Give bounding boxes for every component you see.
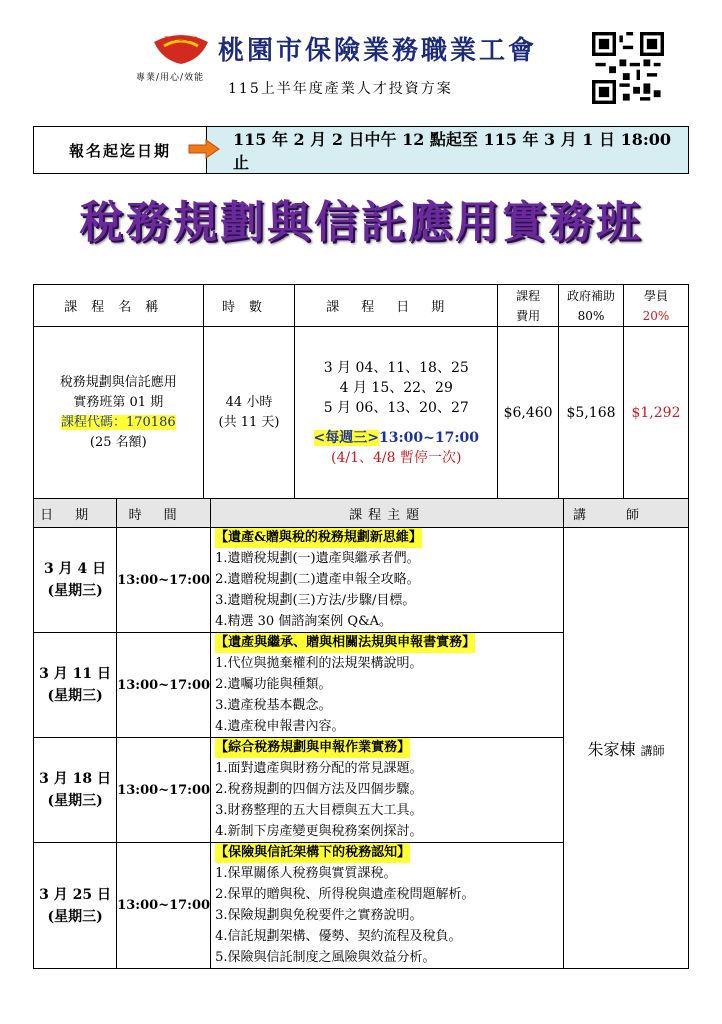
schedule-table <box>33 498 689 969</box>
union-logo <box>150 30 212 66</box>
header-hours: 時數 <box>221 300 276 315</box>
registration-period: 115 年 2 月 2 日中午 12 點起至 115 年 3 月 1 日 18:00 止 <box>207 127 688 173</box>
session-weekday: (星期三) <box>47 793 103 809</box>
list-item: 4.信託規劃架構、優勢、契約流程及稅負。 <box>215 929 462 944</box>
org-name: 桃園市保險業務職業工會 <box>218 36 538 66</box>
student-fee: $1,292 <box>623 327 688 499</box>
list-item: 4.遺產稅申報書內容。 <box>215 719 345 734</box>
course-code: 課程代碼：170186 <box>60 414 176 430</box>
header-fee-line1: 課程 <box>516 288 541 303</box>
teacher-cell <box>564 528 689 969</box>
list-item: 2.遺贈稅規劃(二)遺產申報全攻略。 <box>215 572 420 587</box>
teacher-title: 講師 <box>640 743 665 758</box>
session-date: 3 月 4 日 <box>44 561 107 577</box>
list-item: 2.稅務規劃的四個方法及四個步驟。 <box>215 782 423 797</box>
header-course-name: 課程名稱 <box>64 300 173 315</box>
session-weekday: (星期三) <box>47 583 103 599</box>
course-name-line2: 實務班第 01 期 <box>73 394 164 410</box>
list-item: 1.保單關係人稅務與實質課稅。 <box>215 866 397 881</box>
course-title: 稅務規劃與信託應用實務班 <box>79 197 643 248</box>
list-item: 1.代位與拋棄權利的法規架構說明。 <box>215 656 423 671</box>
session-topic: 【遺產&贈與稅的稅務規劃新思維】 <box>215 528 422 548</box>
weekly-tag: <每週三> <box>313 429 379 446</box>
session-date: 3 月 18 日 <box>39 771 112 787</box>
table-row <box>34 528 689 633</box>
header-student-line1: 學員 <box>643 288 668 303</box>
course-info-table <box>33 284 689 499</box>
session-date: 3 月 11 日 <box>39 666 112 682</box>
session-topic: 【遺產與繼承、贈與相關法規與申報書實務】 <box>215 633 475 653</box>
header-dates: 課程日期 <box>326 300 467 315</box>
header-time: 時間 <box>128 507 199 523</box>
list-item: 3.財務整理的五大目標與五大工具。 <box>215 803 423 818</box>
session-weekday: (星期三) <box>47 908 103 925</box>
weekly-time: 13:00~17:00 <box>378 429 479 446</box>
session-topic: 【保險與信託架構下的稅務認知】 <box>215 843 410 863</box>
list-item: 4.精選 30 個諮詢案例 Q&A。 <box>215 614 393 629</box>
session-topic: 【綜合稅務規劃與申報作業實務】 <box>215 738 410 758</box>
teacher-name: 朱家棟 <box>587 739 636 759</box>
session-time: 13:00~17:00 <box>117 843 211 969</box>
header-student-line2: 20% <box>642 308 670 323</box>
list-item: 1.面對遺產與財務分配的常見課題。 <box>215 761 423 776</box>
session-time: 13:00~17:00 <box>117 528 211 633</box>
list-item: 3.遺產稅基本觀念。 <box>215 698 332 713</box>
course-days: (共 11 天) <box>218 414 280 430</box>
qr-code-icon[interactable] <box>592 32 664 104</box>
list-item: 3.遺贈稅規劃(三)方法/步驟/目標。 <box>215 593 416 608</box>
slogan: 專業/用心/效能 <box>136 73 205 83</box>
list-item: 2.保單的贈與稅、所得稅與遺產稅問題解析。 <box>215 887 475 902</box>
header-teacher: 講師 <box>573 507 680 523</box>
course-fee: $6,460 <box>498 327 559 499</box>
project-name: 115上半年度產業人才投資方案 <box>228 81 453 97</box>
date-line-march: 3 月 04、11、18、25 <box>323 359 469 376</box>
date-line-april: 4 月 15、22、29 <box>339 379 453 396</box>
header-date: 日期 <box>40 507 111 523</box>
header-topic: 課程主題 <box>349 507 426 523</box>
list-item: 1.遺贈稅規劃(一)遺產與繼承者們。 <box>215 551 420 566</box>
arrow-right-icon <box>188 139 220 159</box>
course-row <box>34 327 689 499</box>
list-item: 3.保險規劃與免稅要件之實務說明。 <box>215 908 423 923</box>
header-fee-line2: 費用 <box>516 308 541 323</box>
header-subsidy-line2: 80% <box>577 308 605 323</box>
session-weekday: (星期三) <box>47 688 103 704</box>
header-subsidy-line1: 政府補助 <box>567 288 616 303</box>
logo-text: TOP SALES <box>164 36 198 43</box>
government-subsidy: $5,168 <box>559 327 624 499</box>
session-time: 13:00~17:00 <box>117 633 211 738</box>
date-line-may: 5 月 06、13、20、27 <box>323 399 469 416</box>
registration-bar <box>33 126 689 174</box>
list-item: 4.新制下房產變更與稅務案例探討。 <box>215 824 423 839</box>
session-date: 3 月 25 日 <box>39 886 112 903</box>
course-hours: 44 小時 <box>225 394 273 410</box>
course-quota: (25 名額) <box>89 434 147 450</box>
pause-note: (4/1、4/8 暫停一次) <box>331 449 462 466</box>
course-name-line1: 稅務規劃與信託應用 <box>59 374 177 390</box>
list-item: 2.遺囑功能與種類。 <box>215 677 332 692</box>
session-time: 13:00~17:00 <box>117 738 211 843</box>
registration-label: 報名起迄日期 <box>68 141 171 160</box>
list-item: 5.保險與信託制度之風險與效益分析。 <box>215 950 436 965</box>
